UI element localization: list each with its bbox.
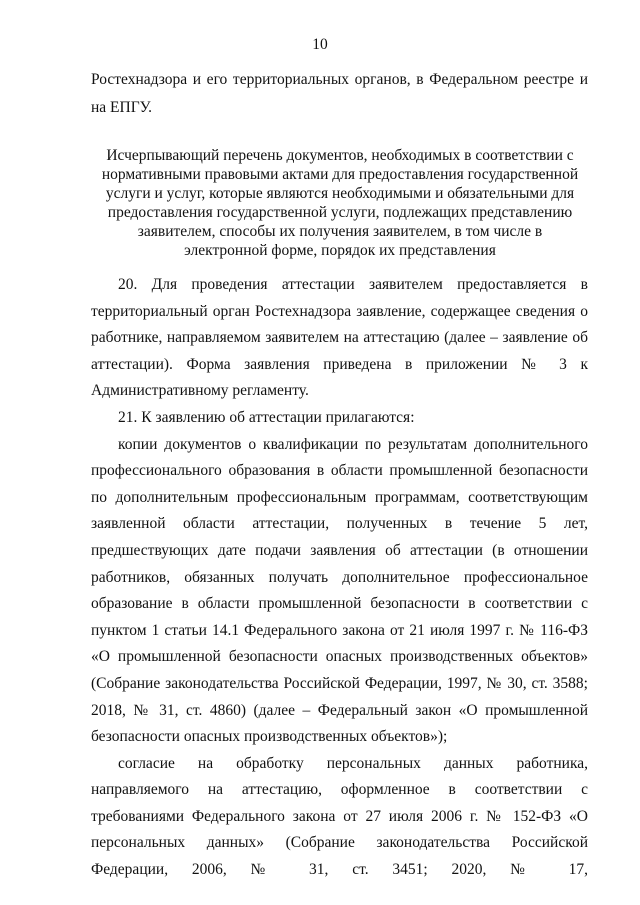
section-title: Исчерпывающий перечень документов, необходимых в соответствии с нормативными правовыми актами для предоставления государственной услуги и услуг, которые являются необходимыми и обязательными для предоставления государственной услуги, подлежащих представлению заявителем, способы их получения заявителем, в том числе в электронной форме, порядок их представления [101, 147, 579, 259]
intro-text: Ростехнадзора и его территориальных органов, в Федеральном реестре и на ЕПГУ. [91, 71, 588, 116]
document-body [91, 272, 588, 884]
paragraph-personal-data-consent: согласие на обработку персональных данных работника, направляемого на аттестацию, оформленное в соответствии с требованиями Федерального закона от 27 июля 2006 г. № 152-ФЗ «О персональных данных» (Собрание законодательства Российской Федерации, 2006, № 31, ст. 3451; 2020, № 17, [91, 754, 588, 879]
page-number: 10 [312, 36, 328, 53]
paragraph-20: 20. Для проведения аттестации заявителем предоставляется в территориальный орган Ростехнадзора заявление, содержащее сведения о работнике, направляемом заявителем на аттестацию (далее – заявление об аттестации). Форма заявления приведена в приложении № 3 к Административному регламенту. [91, 276, 588, 400]
paragraph-qualification-docs: копии документов о квалификации по результатам дополнительного профессионального образования в области промышленной безопасности по дополнительным профессиональным программам, соответствующим заявленной области аттестации, полученных в течение 5 лет, предшествующих дате подачи заявления об аттестации (в отношении работников, обязанных получать дополнительное профессиональное образование в области промышленной безопасности в соответствии с пунктом 1 статьи 14.1 Федерального закона от 21 июля 1997 г. № 116-ФЗ «О промышленной безопасности опасных производственных объектов» (Собрание законодательства Российской Федерации, 1997, № 30, ст. 3588; 2018, № 31, ст. 4860) (далее – Федеральный закон «О промышленной безопасности опасных производственных объектов»); [91, 435, 588, 746]
paragraph-21: 21. К заявлению об аттестации прилагаются: [118, 408, 415, 426]
